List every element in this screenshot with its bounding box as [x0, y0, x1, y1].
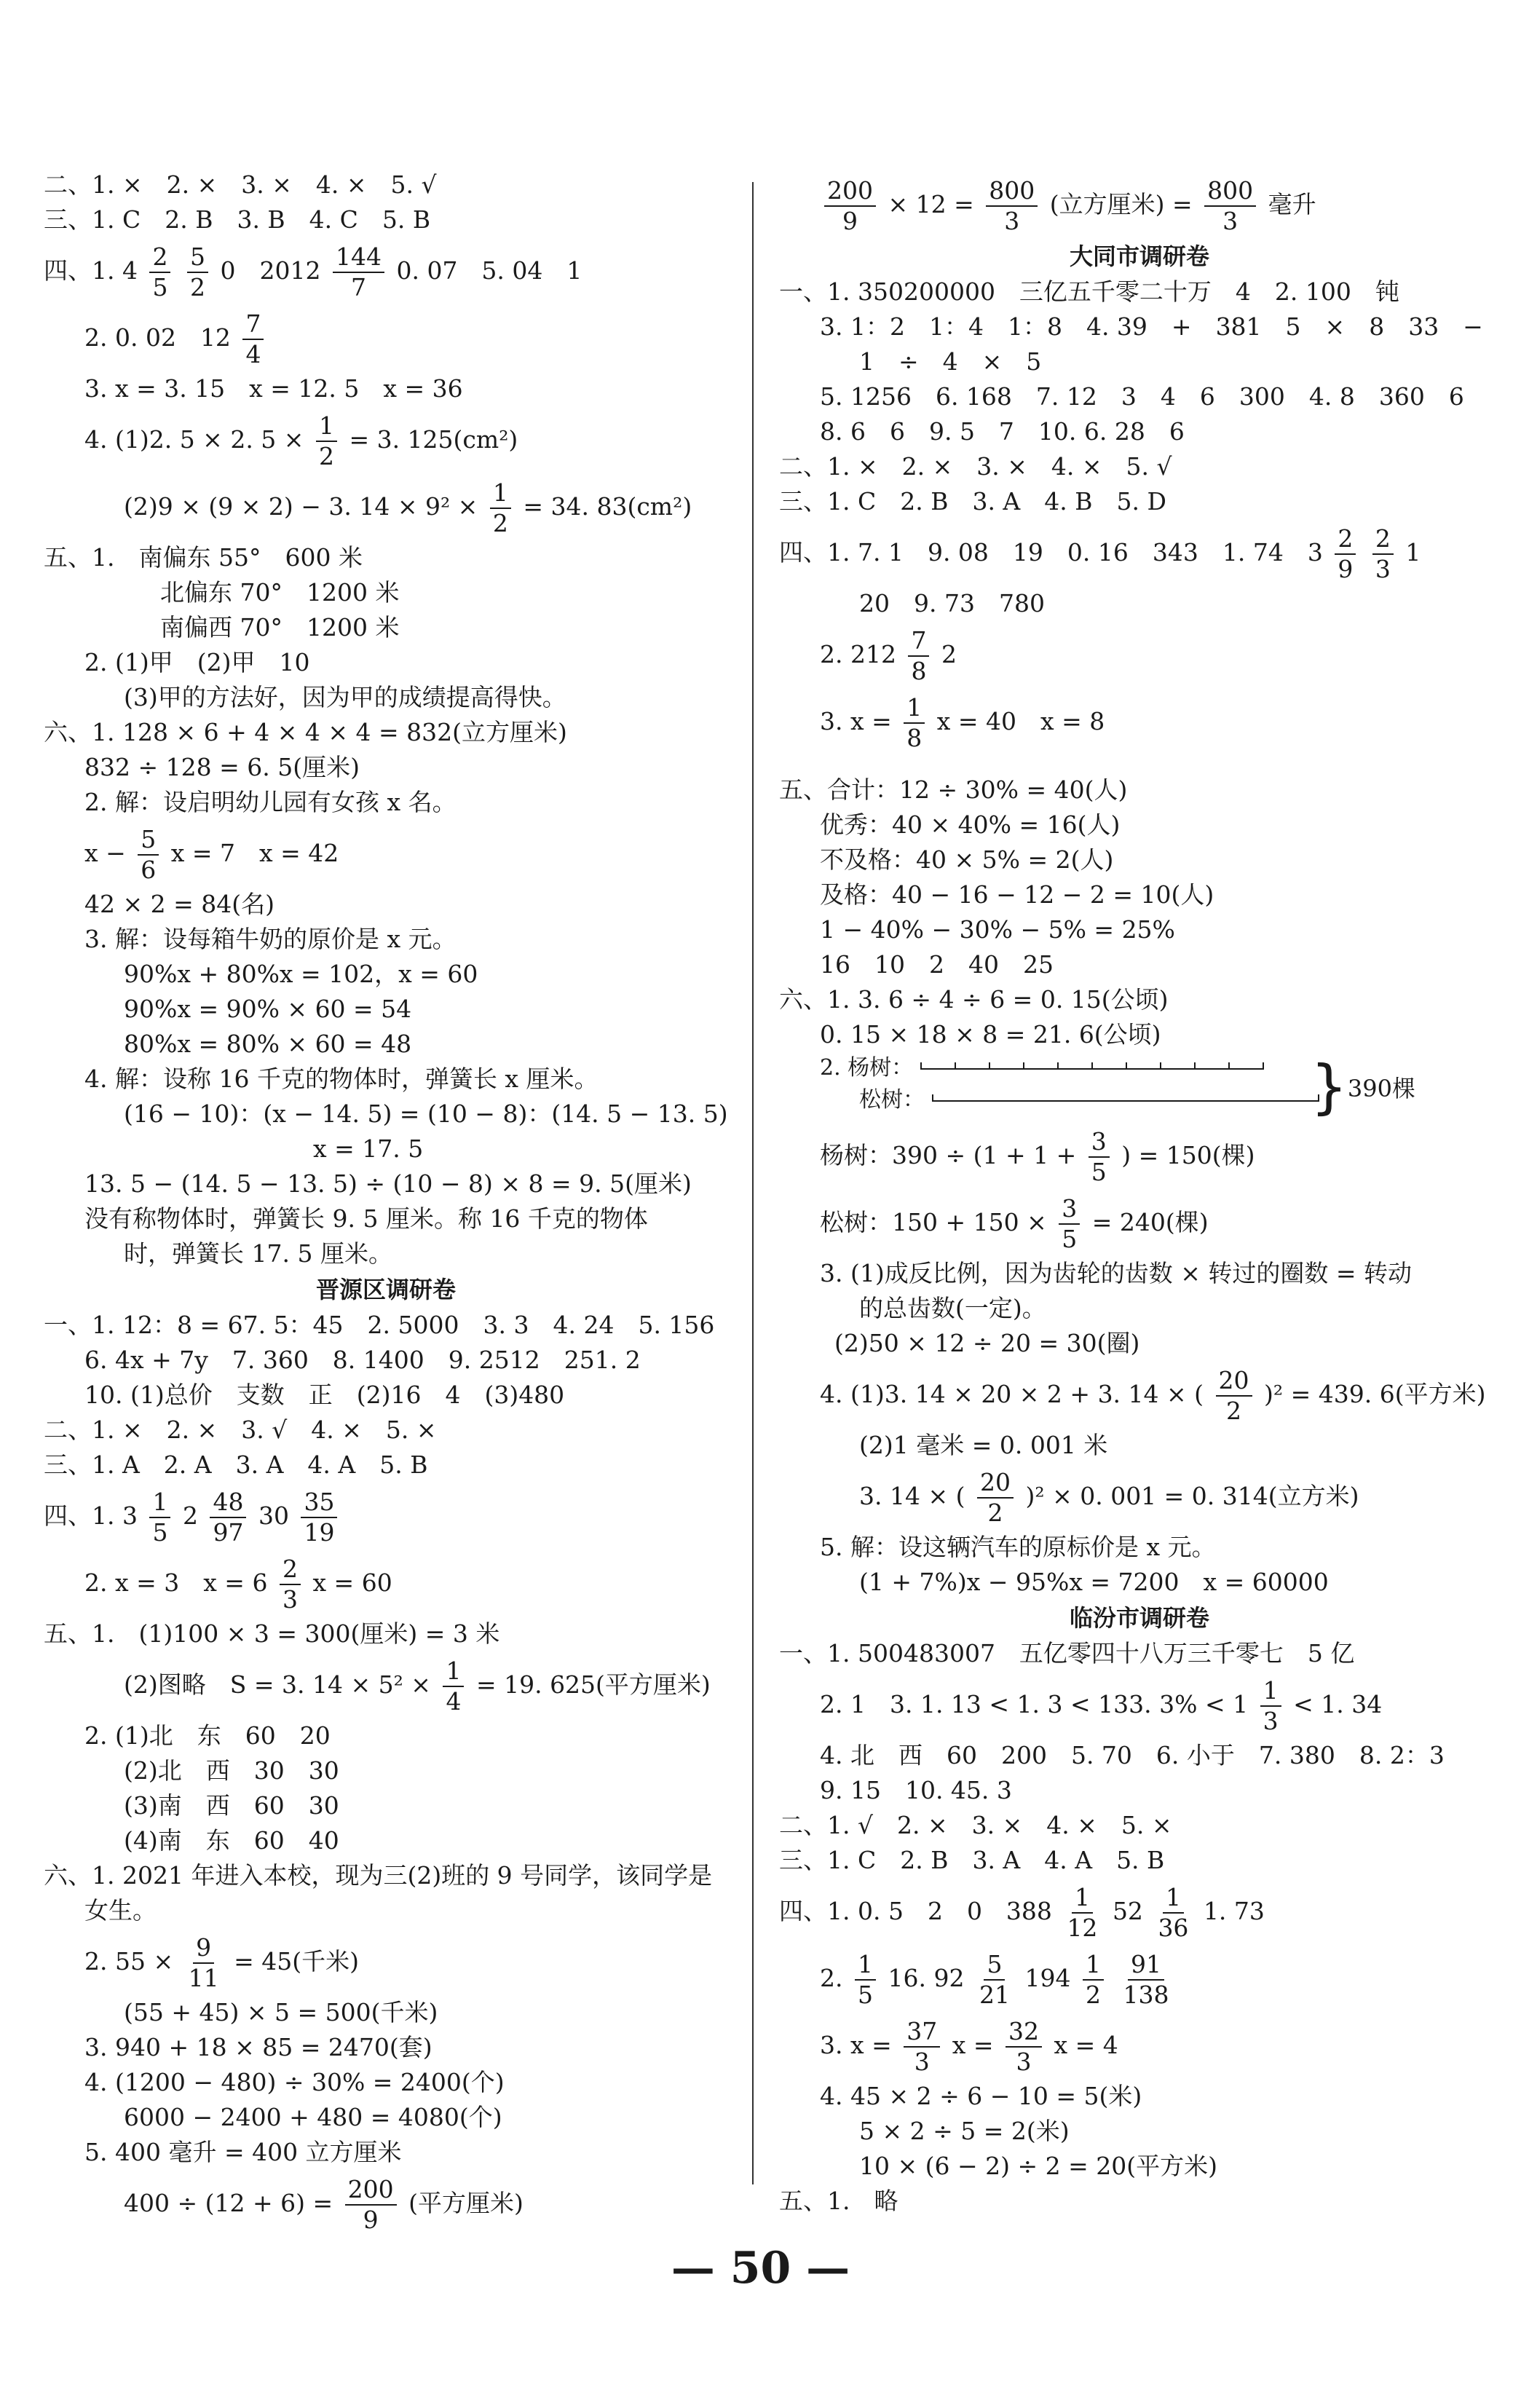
text: x = — [952, 2031, 994, 2059]
answer-line: 北偏东 70° 1200 米 — [160, 578, 400, 607]
answer-line: 3. 940 + 18 × 85 = 2470(套) — [84, 2033, 432, 2061]
answer-line: 2. 解：设启明幼儿园有女孩 x 名。 — [84, 788, 457, 816]
text: 4. (1)2. 5 × 2. 5 × — [84, 425, 304, 454]
numerator: 1 — [904, 693, 925, 724]
answer-line: 6000 − 2400 + 480 = 4080(个) — [124, 2103, 502, 2131]
tree-diagram — [779, 1052, 1500, 1122]
text: x = 60 — [312, 1568, 392, 1597]
answer-line — [779, 171, 1500, 238]
text: 2. 212 — [820, 640, 896, 668]
answer-line: 五、1. 略 — [779, 2187, 898, 2215]
answer-line: 1 − 40% − 30% − 5% = 25% — [820, 915, 1175, 944]
numerator: 1 — [490, 478, 511, 509]
answer-line: 3. 1：2 1：4 1：8 4. 39 + 381 5 × 8 33 − — [820, 312, 1483, 341]
denominator: 3 — [914, 2048, 930, 2076]
denominator: 6 — [141, 856, 157, 884]
text: 3. 14 × ( — [859, 1482, 965, 1510]
answer-line: 42 × 2 = 84(名) — [84, 890, 274, 918]
denominator: 5 — [1062, 1225, 1078, 1253]
denominator: 8 — [906, 724, 923, 752]
fraction — [904, 693, 925, 753]
answer-line — [44, 1550, 728, 1616]
fraction — [1006, 2017, 1042, 2077]
answer-line: 2. (1)北 东 60 20 — [84, 1721, 331, 1750]
answer-line: 4. (1200 − 480) ÷ 30% = 2400(个) — [84, 2068, 505, 2096]
denominator: 9 — [1338, 555, 1354, 583]
fraction — [1120, 1950, 1172, 2010]
text: = 240(棵) — [1091, 1208, 1209, 1236]
text: (立方厘米) = — [1049, 190, 1193, 218]
answer-line: (1 + 7%)x − 95%x = 7200 x = 60000 — [859, 1568, 1329, 1596]
denominator: 97 — [213, 1518, 244, 1547]
text: 30 — [258, 1501, 289, 1530]
denominator: 3 — [1375, 555, 1391, 583]
answer-line: 5. 1256 6. 168 7. 12 3 4 6 300 4. 8 360 6 — [820, 382, 1464, 411]
fraction — [824, 176, 876, 236]
answer-line — [44, 2170, 728, 2237]
right-column — [779, 171, 1500, 2219]
answer-line: 10. (1)总价 支数 正 (2)16 4 (3)480 — [84, 1381, 565, 1409]
text: = 34. 83(cm²) — [523, 492, 692, 521]
answer-line — [779, 519, 1500, 586]
numerator: 91 — [1128, 1950, 1164, 1981]
text: = 3. 125(cm²) — [349, 425, 518, 454]
fraction — [316, 411, 337, 471]
numerator: 9 — [193, 1933, 214, 1964]
fraction — [333, 242, 384, 302]
answer-line — [779, 1361, 1500, 1428]
segment-line-poplar — [920, 1062, 1263, 1075]
answer-line: 5. 解：设这辆汽车的原标价是 x 元。 — [820, 1533, 1216, 1561]
answer-line — [44, 473, 728, 540]
denominator: 8 — [911, 657, 927, 685]
answer-line: 3. (1)成反比例，因为齿轮的齿数 × 转过的圈数 = 转动 — [820, 1259, 1412, 1287]
numerator: 1 — [1083, 1950, 1104, 1981]
tick-mark — [1023, 1062, 1024, 1070]
answer-line: 没有称物体时，弹簧长 9. 5 厘米。称 16 千克的物体 — [84, 1204, 648, 1233]
page-number: — 50 — — [671, 2243, 850, 2294]
answer-line: (3)南 西 60 30 — [124, 1791, 339, 1820]
fraction — [1089, 1127, 1110, 1187]
tick-mark — [1228, 1062, 1230, 1070]
denominator: 11 — [188, 1964, 219, 1992]
numerator: 7 — [242, 309, 264, 340]
text: 四、1. 4 — [44, 256, 138, 285]
denominator: 5 — [858, 1981, 873, 2009]
answer-line: 5 × 2 ÷ 5 = 2(米) — [859, 2117, 1070, 2145]
text: < 1. 34 — [1293, 1690, 1383, 1718]
numerator: 800 — [1204, 176, 1256, 207]
text: 松树： — [859, 1087, 925, 1113]
fraction — [186, 1933, 222, 1993]
denominator: 36 — [1158, 1914, 1189, 1942]
denominator: 2 — [189, 273, 205, 301]
answer-line: 10 × (6 − 2) ÷ 2 = 20(平方米) — [859, 2152, 1217, 2180]
text: 0. 07 5. 04 1 — [396, 256, 582, 285]
answer-line: 90%x + 80%x = 102，x = 60 — [124, 960, 478, 988]
tick-mark — [1126, 1062, 1127, 1070]
segment-line-pine — [932, 1094, 1318, 1108]
text: 4. (1)3. 14 × 20 × 2 + 3. 14 × ( — [820, 1380, 1204, 1408]
numerator: 3 — [1059, 1194, 1080, 1225]
answer-line: (2)50 × 12 ÷ 20 = 30(圈) — [834, 1329, 1140, 1357]
answer-line — [44, 1483, 728, 1550]
numerator: 5 — [138, 825, 159, 856]
numerator: 3 — [1089, 1127, 1110, 1158]
text: 2. x = 3 x = 6 — [84, 1568, 268, 1597]
fraction — [1335, 524, 1356, 584]
denominator: 9 — [842, 207, 858, 235]
fraction — [301, 1488, 337, 1547]
answer-line: 六、1. 2021 年进入本校，现为三(2)班的 9 号同学，该同学是 — [44, 1861, 713, 1890]
text: 2. — [820, 1964, 843, 1992]
answer-line: 2. (1)甲 (2)甲 10 — [84, 648, 310, 676]
text: × 12 = — [888, 190, 974, 218]
answer-line: 二、1. × 2. × 3. × 4. × 5. √ — [44, 170, 437, 199]
text: 四、1. 0. 5 2 0 388 — [779, 1897, 1052, 1925]
fraction — [1216, 1366, 1252, 1426]
numerator: 5 — [187, 242, 208, 273]
answer-line: 五、1. (1)100 × 3 = 300(厘米) = 3 米 — [44, 1619, 500, 1648]
fraction — [187, 242, 208, 302]
text: (2)图略 S = 3. 14 × 5² × — [124, 1670, 431, 1699]
answer-line — [44, 1928, 728, 1995]
answer-line: 时，弹簧长 17. 5 厘米。 — [124, 1239, 392, 1268]
answer-line: 6. 4x + 7y 7. 360 8. 1400 9. 2512 251. 2 — [84, 1346, 641, 1374]
fraction — [855, 1950, 876, 2010]
denominator: 5 — [152, 273, 168, 301]
answer-line — [44, 820, 728, 887]
fraction — [1260, 1676, 1281, 1736]
fraction — [149, 1488, 170, 1547]
denominator: 138 — [1123, 1981, 1169, 2009]
answer-line: 三、1. C 2. B 3. A 4. A 5. B — [779, 1846, 1165, 1874]
answer-line: 及格：40 − 16 − 12 − 2 = 10(人) — [820, 880, 1214, 909]
text: 杨树：390 ÷ (1 + 1 + — [820, 1141, 1077, 1169]
fraction — [1155, 1883, 1191, 1943]
section-title: 晋源区调研卷 — [315, 1276, 456, 1303]
answer-line: (2)1 毫米 = 0. 001 米 — [859, 1431, 1108, 1459]
right-brace-icon: } — [1311, 1053, 1348, 1121]
answer-line: 4. 北 西 60 200 5. 70 6. 小于 7. 380 8. 2：3 — [820, 1741, 1445, 1769]
fraction — [443, 1657, 464, 1716]
fraction — [490, 478, 511, 538]
answer-line: 832 ÷ 128 = 6. 5(厘米) — [84, 753, 360, 781]
numerator: 1 — [443, 1657, 464, 1687]
tick-mark — [1160, 1062, 1161, 1070]
answer-line: 六、1. 3. 6 ÷ 4 ÷ 6 = 0. 15(公顷) — [779, 985, 1169, 1014]
text: (2)9 × (9 × 2) − 3. 14 × 9² × — [124, 492, 478, 521]
answer-line: 一、1. 12：8 = 67. 5：45 2. 5000 3. 3 4. 24 5. 156 — [44, 1311, 715, 1339]
numerator: 32 — [1006, 2017, 1042, 2048]
answer-line: 80%x = 80% × 60 = 48 — [124, 1030, 412, 1058]
denominator: 21 — [979, 1981, 1010, 2009]
denominator: 7 — [350, 273, 366, 301]
numerator: 7 — [908, 626, 929, 657]
numerator: 48 — [210, 1488, 246, 1518]
numerator: 35 — [301, 1488, 337, 1518]
answer-line: (55 + 45) × 5 = 500(千米) — [124, 1998, 438, 2026]
answer-line — [44, 1651, 728, 1718]
tick-mark — [989, 1062, 990, 1070]
answer-line — [779, 1671, 1500, 1738]
fraction — [1204, 176, 1256, 236]
text: 2. 杨树： — [820, 1055, 914, 1081]
fraction — [977, 1468, 1014, 1528]
fraction — [904, 2017, 940, 2077]
text: 2 — [941, 640, 957, 668]
answer-line: 一、1. 350200000 三亿五千零二十万 4 2. 100 钝 — [779, 277, 1399, 306]
answer-line: 9. 15 10. 45. 3 — [820, 1776, 1012, 1804]
text: )² × 0. 001 = 0. 314(立方米) — [1025, 1482, 1359, 1510]
numerator: 2 — [149, 242, 170, 273]
tick-mark — [1194, 1062, 1196, 1070]
segment-line — [932, 1100, 1318, 1102]
fraction — [908, 626, 929, 686]
denominator: 2 — [987, 1499, 1003, 1527]
text: (平方厘米) — [408, 2189, 524, 2217]
fraction — [138, 825, 159, 885]
denominator: 19 — [304, 1518, 335, 1547]
numerator: 1 — [1163, 1883, 1184, 1914]
text: )² = 439. 6(平方米) — [1264, 1380, 1486, 1408]
numerator: 1 — [149, 1488, 170, 1518]
tick-mark — [955, 1062, 956, 1070]
fraction — [280, 1555, 301, 1614]
denominator: 4 — [446, 1687, 462, 1716]
section-title: 大同市调研卷 — [1069, 242, 1209, 270]
answer-line — [779, 1122, 1500, 1189]
text: = 45(千米) — [234, 1947, 359, 1975]
left-column — [44, 167, 728, 2237]
fraction — [986, 176, 1038, 236]
text: 2. 0. 02 12 — [84, 323, 231, 352]
text: 400 ÷ (12 + 6) = — [124, 2189, 333, 2217]
answer-line: 的总齿数(一定)。 — [859, 1294, 1046, 1322]
numerator: 200 — [824, 176, 876, 207]
text: 0 2012 — [220, 256, 321, 285]
text: = 19. 625(平方厘米) — [475, 1670, 711, 1699]
answer-line: (4)南 东 60 40 — [124, 1826, 339, 1855]
text: ) = 150(棵) — [1121, 1141, 1255, 1169]
answer-line: 90%x = 90% × 60 = 54 — [124, 995, 412, 1023]
numerator: 1 — [316, 411, 337, 442]
column-divider — [752, 182, 754, 2184]
denominator: 2 — [1085, 1981, 1101, 2009]
answer-line — [779, 1463, 1500, 1530]
numerator: 1 — [855, 1950, 876, 1981]
text: x = 7 x = 42 — [170, 839, 339, 867]
numerator: 800 — [986, 176, 1038, 207]
numerator: 1 — [1260, 1676, 1281, 1707]
text: 3. x = — [820, 2031, 892, 2059]
answer-line: 优秀：40 × 40% = 16(人) — [820, 810, 1121, 839]
answer-line: 六、1. 128 × 6 + 4 × 4 × 4 = 832(立方厘米) — [44, 718, 567, 746]
fraction — [1083, 1950, 1104, 2010]
numerator: 5 — [984, 1950, 1005, 1981]
numerator: 37 — [904, 2017, 940, 2048]
answer-line — [44, 406, 728, 473]
answer-line: 3. 解：设每箱牛奶的原价是 x 元。 — [84, 925, 457, 953]
fraction — [976, 1950, 1013, 2010]
answer-line: x = 17. 5 — [313, 1134, 424, 1163]
denominator: 2 — [492, 509, 508, 537]
text: 390棵 — [1347, 1075, 1415, 1102]
tick-mark — [920, 1062, 922, 1070]
answer-line: 8. 6 6 9. 5 7 10. 6. 28 6 — [820, 417, 1185, 446]
denominator: 3 — [282, 1585, 298, 1614]
tick-mark — [1263, 1062, 1264, 1070]
fraction — [1372, 524, 1394, 584]
text: x = 4 — [1054, 2031, 1118, 2059]
answer-line: 南偏西 70° 1200 米 — [160, 613, 400, 642]
denominator: 2 — [318, 442, 334, 470]
fraction — [1059, 1194, 1080, 1254]
denominator: 3 — [1016, 2048, 1032, 2076]
numerator: 200 — [345, 2175, 397, 2206]
numerator: 20 — [977, 1468, 1014, 1499]
text: x = 40 x = 8 — [936, 707, 1105, 735]
answer-line — [44, 304, 728, 371]
answer-line: 不及格：40 × 5% = 2(人) — [820, 845, 1114, 874]
denominator: 12 — [1067, 1914, 1098, 1942]
numerator: 2 — [1335, 524, 1356, 555]
answer-line: 二、1. × 2. × 3. × 4. × 5. √ — [779, 452, 1172, 481]
fraction — [149, 242, 170, 302]
text: 1 — [1405, 538, 1421, 567]
fraction — [1064, 1883, 1100, 1943]
denominator: 3 — [1263, 1707, 1279, 1735]
text: x − — [84, 839, 126, 867]
answer-line: 0. 15 × 18 × 8 = 21. 6(公顷) — [820, 1020, 1161, 1049]
answer-line: 16 10 2 40 25 — [820, 950, 1054, 979]
text: 2. 55 × — [84, 1947, 174, 1975]
answer-line: (16 − 10)：(x − 14. 5) = (10 − 8)：(14. 5 − 13. 5) — [124, 1100, 728, 1128]
answer-line: 女生。 — [84, 1896, 157, 1925]
answer-line: 五、合计：12 ÷ 30% = 40(人) — [779, 775, 1128, 804]
text: 2. 1 3. 1. 13 < 1. 3 < 133. 3% < 1 — [820, 1690, 1249, 1718]
denominator: 5 — [152, 1518, 168, 1547]
text: 毫升 — [1268, 190, 1316, 218]
text: 16. 92 — [888, 1964, 965, 1992]
numerator: 2 — [280, 1555, 301, 1585]
answer-line: 1 ÷ 4 × 5 — [859, 347, 1042, 376]
denominator: 3 — [1222, 207, 1238, 235]
answer-line — [779, 621, 1500, 688]
text: 四、1. 3 — [44, 1501, 138, 1530]
answer-line — [44, 237, 728, 304]
text: 1. 73 — [1203, 1897, 1265, 1925]
fraction — [242, 309, 264, 369]
tick-mark — [932, 1094, 933, 1102]
answer-line: 5. 400 毫升 = 400 立方厘米 — [84, 2138, 402, 2166]
denominator: 2 — [1226, 1397, 1242, 1425]
denominator: 3 — [1004, 207, 1020, 235]
fraction — [210, 1488, 246, 1547]
answer-line — [779, 1189, 1500, 1256]
denominator: 4 — [245, 340, 261, 368]
answer-line: 二、1. × 2. × 3. √ 4. × 5. × — [44, 1416, 437, 1444]
answer-line: (3)甲的方法好，因为甲的成绩提高得快。 — [124, 683, 566, 711]
text: 四、1. 7. 1 9. 08 19 0. 16 343 1. 74 3 — [779, 538, 1323, 567]
text: 松树：150 + 150 × — [820, 1208, 1047, 1236]
answer-line: 一、1. 500483007 五亿零四十八万三千零七 5 亿 — [779, 1639, 1355, 1667]
tick-mark — [1057, 1062, 1059, 1070]
numerator: 144 — [333, 242, 384, 273]
answer-line: 三、1. C 2. B 3. B 4. C 5. B — [44, 205, 431, 234]
answer-line: (2)北 西 30 30 — [124, 1756, 339, 1785]
answer-line: 三、1. C 2. B 3. A 4. B 5. D — [779, 487, 1166, 516]
text: 3. x = — [820, 707, 892, 735]
answer-line: 二、1. √ 2. × 3. × 4. × 5. × — [779, 1811, 1172, 1839]
denominator: 5 — [1091, 1158, 1107, 1186]
answer-line: 4. 45 × 2 ÷ 6 − 10 = 5(米) — [820, 2082, 1142, 2110]
answer-line — [779, 1945, 1500, 2012]
answer-line: 五、1. 南偏东 55° 600 米 — [44, 543, 363, 572]
text: 52 — [1112, 1897, 1143, 1925]
text: 194 — [1024, 1964, 1071, 1992]
numerator: 20 — [1216, 1366, 1252, 1397]
answer-line: 3. x = 3. 15 x = 12. 5 x = 36 — [84, 374, 463, 403]
numerator: 1 — [1072, 1883, 1093, 1914]
text: 2 — [182, 1501, 198, 1530]
fraction — [345, 2175, 397, 2235]
denominator: 9 — [363, 2206, 379, 2234]
answer-line: 三、1. A 2. A 3. A 4. A 5. B — [44, 1450, 428, 1479]
brace-group — [1311, 1052, 1415, 1122]
answer-line — [779, 2012, 1500, 2079]
answer-line: 20 9. 73 780 — [859, 589, 1045, 617]
answer-line: 13. 5 − (14. 5 − 13. 5) ÷ (10 − 8) × 8 = 9. 5(厘米) — [84, 1169, 692, 1198]
section-title: 临汾市调研卷 — [1069, 1604, 1209, 1632]
answer-line: 4. 解：设称 16 千克的物体时，弹簧长 x 厘米。 — [84, 1065, 598, 1093]
answer-line — [779, 1878, 1500, 1945]
numerator: 2 — [1372, 524, 1394, 555]
tick-mark — [1091, 1062, 1093, 1070]
answer-line — [779, 688, 1500, 755]
